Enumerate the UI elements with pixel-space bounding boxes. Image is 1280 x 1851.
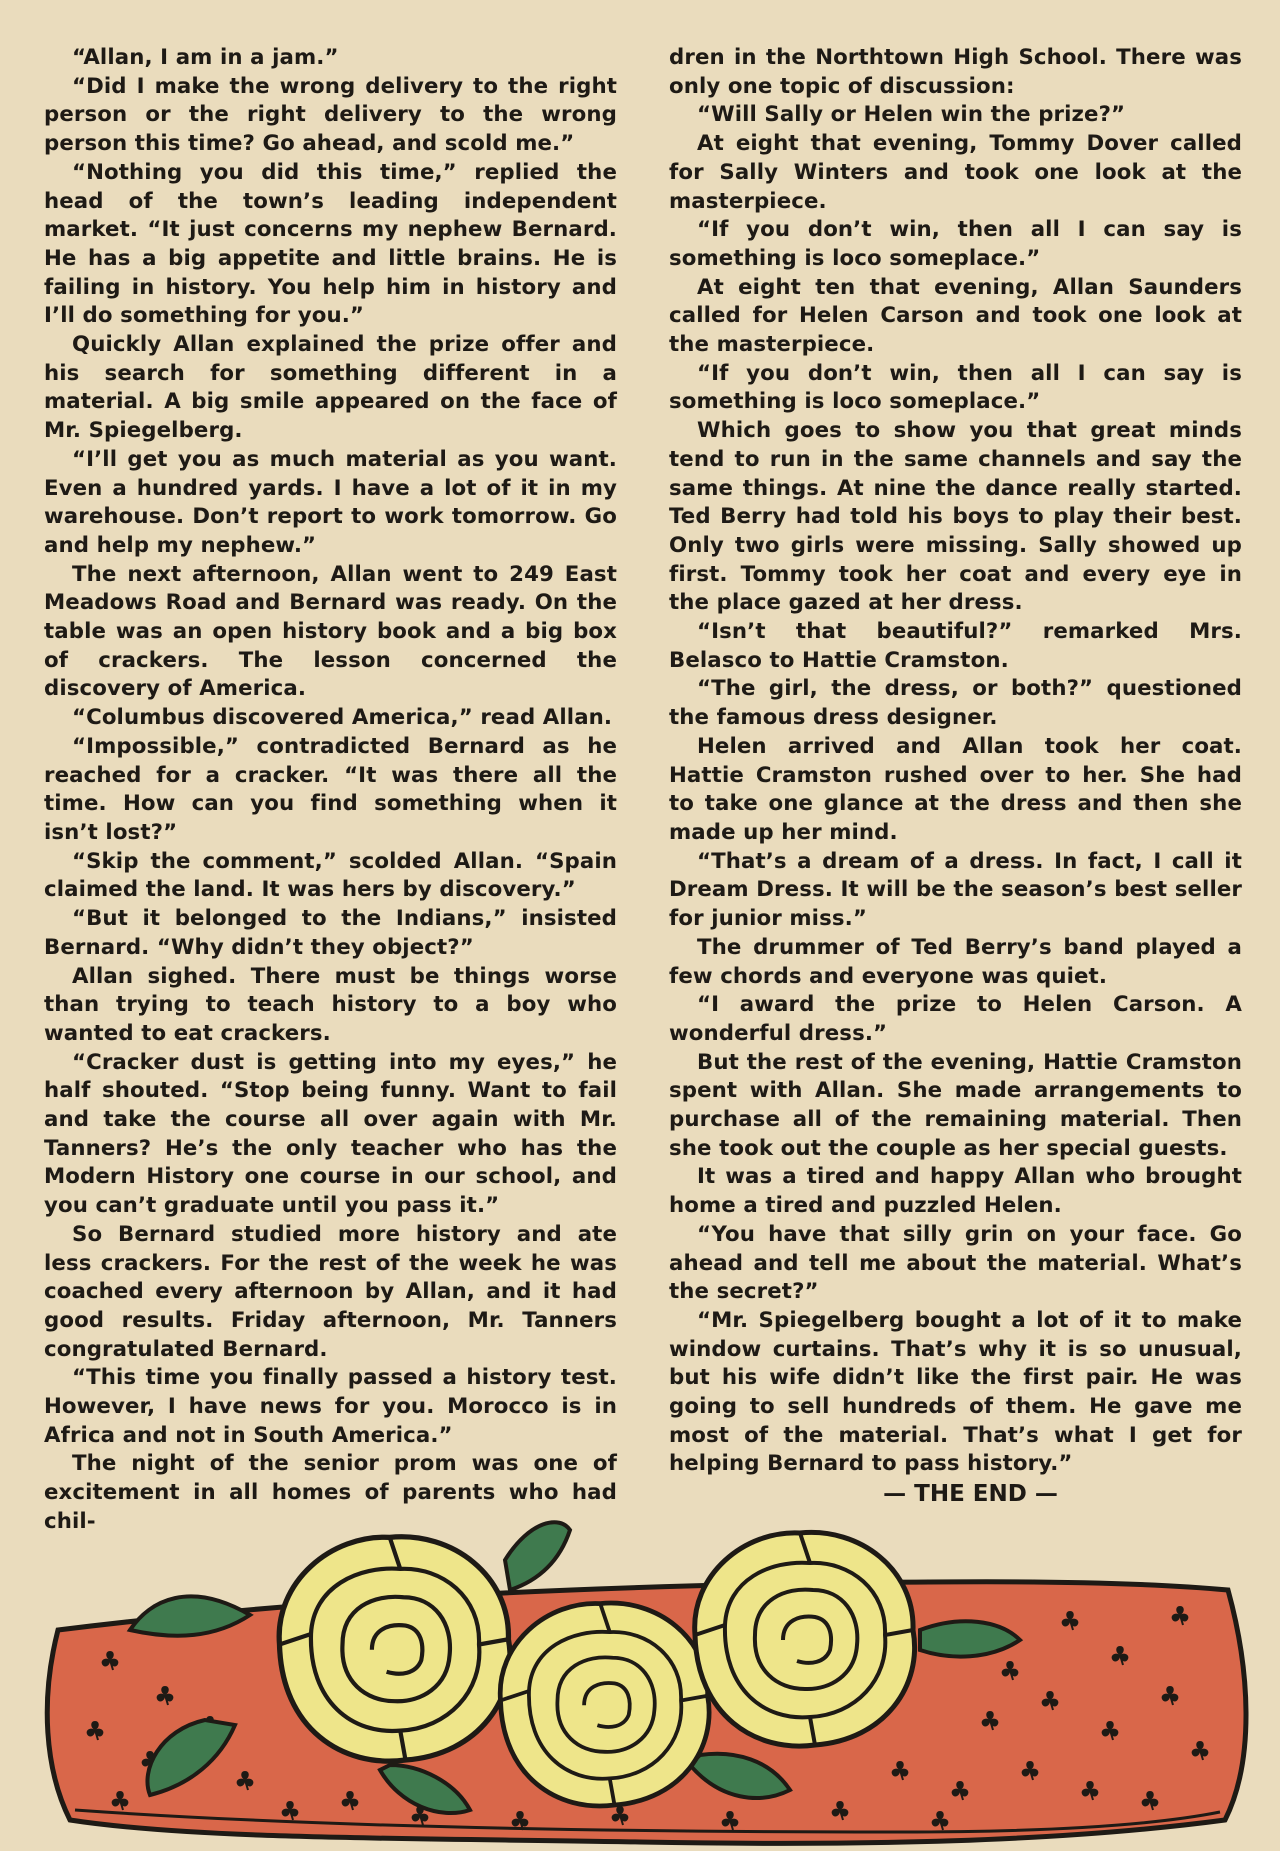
paragraph: “Impossible,” contradicted Bernard as he reached for a cracker. “It was there all the time. How can you find something when it isn’t lost?” xyxy=(44,733,617,845)
paragraph: The drummer of Ted Berry’s band played a few chords and everyone was quiet. xyxy=(669,934,1242,989)
paragraph: Allan sighed. There must be things worse than trying to teach history to a boy who wanted to eat crackers. xyxy=(44,963,617,1046)
paragraph: Quickly Allan explained the prize offer and his search for something different in a material. A big smile appeared on the face of Mr. Spiegelberg. xyxy=(44,332,617,444)
paragraph: “That’s a dream of a dress. In fact, I call it Dream Dress. It will be the season’s best seller for junior miss.” xyxy=(669,848,1242,932)
paragraph: “Isn’t that beautiful?” remarked Mrs. Belasco to Hattie Cramston. xyxy=(669,619,1242,673)
paragraph: “Did I make the wrong delivery to the right person or the right delivery to the wrong person this time? Go ahead, and scold me.” xyxy=(44,73,617,157)
paragraph: “Allan, I am in a jam.” xyxy=(72,45,339,70)
paragraph: “I’ll get you as much material as you want. Even a hundred yards. I have a lot of it in my warehouse. Don’t report to work tomorrow. Go and help my nephew.” xyxy=(44,446,617,558)
paragraph: “But it belonged to the Indians,” insisted Bernard. “Why didn’t they object?” xyxy=(44,906,617,960)
paragraph: “You have that silly grin on your face. Go ahead and tell me about the material. What’s the secret?” xyxy=(669,1221,1242,1305)
paragraph: “I award the prize to Helen Carson. A wonderful dress.” xyxy=(669,992,1242,1046)
paragraph: “Nothing you did this time,” replied the head of the town’s leading independent market. “It just concerns my nephew Bernard. He has a big appetite and little brains. He is failing in history. You help him in history and I’ll do something for you.” xyxy=(44,159,617,329)
right-column xyxy=(669,44,1242,1534)
the-end-marker: — THE END — xyxy=(883,1481,1058,1508)
paragraph: “This time you finally passed a history test. However, I have news for you. Morocco is in Africa and not in South America.” xyxy=(44,1365,617,1448)
roses-on-fabric-illustration xyxy=(0,1520,1280,1851)
story-columns xyxy=(44,44,1242,1534)
paragraph: “Will Sally or Helen win the prize?” xyxy=(697,102,1126,128)
paragraph: “Columbus discovered America,” read Allan. xyxy=(72,705,613,731)
left-column xyxy=(44,44,617,1534)
paragraph: “Skip the comment,” scolded Allan. “Spain claimed the land. It was hers by discovery.” xyxy=(44,848,617,903)
paragraph: Which goes to show you that great minds tend to run in the same channels and say the same things. At nine the dance really started. Ted Berry had told his boys to play their best. Only two girls were missing. Sally showed up first. Tommy took her coat and every eye in the place gazed at her dress. xyxy=(669,418,1242,616)
paragraph: “If you don’t win, then all I can say is something is loco someplace.” xyxy=(669,217,1242,271)
paragraph: It was a tired and happy Allan who brought home a tired and puzzled Helen. xyxy=(669,1164,1242,1219)
paragraph: “Cracker dust is getting into my eyes,” he half shouted. “Stop being funny. Want to fail and take the course all over again with Mr. Tanners? He’s the only teacher who has the Modern History one course in our school, and you can’t graduate until you pass it.” xyxy=(44,1049,617,1219)
paragraph: So Bernard studied more history and ate less crackers. For the rest of the week he was coached every afternoon by Allan, and it had good results. Friday afternoon, Mr. Tanners congratulated Bernard. xyxy=(44,1221,617,1362)
paragraph: Helen arrived and Allan took her coat. Hattie Cramston rushed over to her. She had to take one glance at the dress and then she made up her mind. xyxy=(669,733,1242,845)
paragraph: “If you don’t win, then all I can say is something is loco someplace.” xyxy=(669,360,1242,415)
paragraph: “Mr. Spiegelberg bought a lot of it to make window curtains. That’s why it is so unusual, but his wife didn’t like the first pair. He was going to sell hundreds of them. He gave me most of the material. That’s what I get for helping Bernard to pass history.” xyxy=(669,1307,1242,1477)
paragraph: “The girl, the dress, or both?” questioned the famous dress designer. xyxy=(669,676,1242,731)
paragraph: But the rest of the evening, Hattie Cramston spent with Allan. She made arrangements to purchase all of the remaining material. Then she took out the couple as her special guests. xyxy=(669,1049,1242,1161)
paragraph: At eight that evening, Tommy Dover called for Sally Winters and took one look at the masterpiece. xyxy=(669,131,1242,214)
paragraph: The night of the senior prom was one of excitement in all homes of parents who had chil- xyxy=(44,1451,617,1534)
paragraph: At eight ten that evening, Allan Saunders called for Helen Carson and took one look at the masterpiece. xyxy=(669,274,1242,358)
paragraph-continuation: dren in the Northtown High School. There was only one topic of discussion: xyxy=(669,45,1242,99)
paragraph: The next afternoon, Allan went to 249 East Meadows Road and Bernard was ready. On the table was an open history book and a big box of crackers. The lesson concerned the discovery of America. xyxy=(44,561,617,702)
